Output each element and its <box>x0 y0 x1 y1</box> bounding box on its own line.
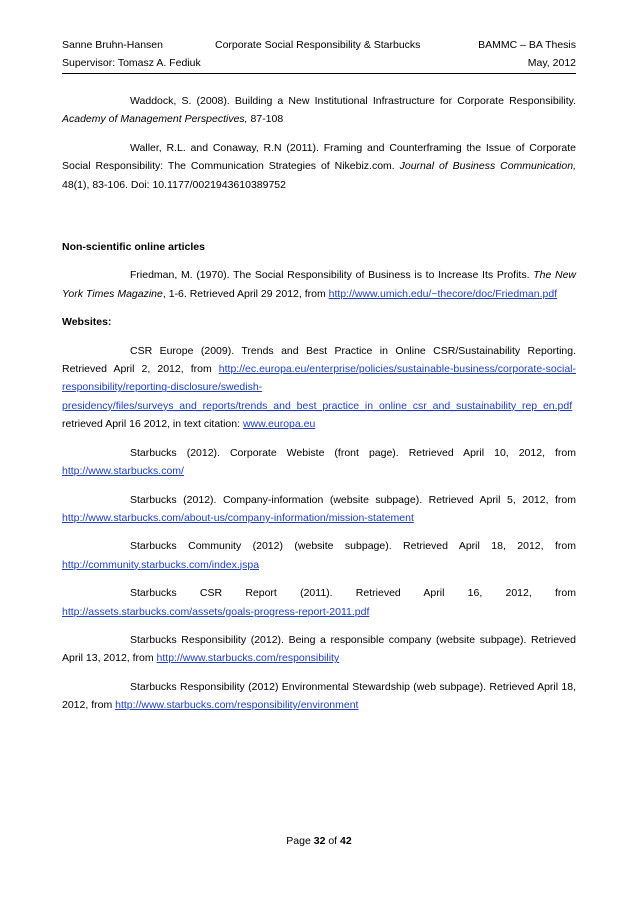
reference-link[interactable]: http://community.starbucks.com/index.jspa <box>62 558 260 571</box>
reference-entry: Starbucks Responsibility (2012) Environmental Stewardship (web subpage). Retrieved April 18, 2012, from http://www.starbucks.com/responsibility/environment <box>62 680 576 712</box>
header-program: BAMMC – BA Thesis <box>478 39 576 51</box>
reference-link[interactable]: www.europa.eu <box>242 418 316 431</box>
reference-link[interactable]: http://assets.starbucks.com/assets/goals-progress-report-2011.pdf <box>62 605 370 618</box>
reference-entry: Friedman, M. (1970). The Social Responsibility of Business is to Increase Its Profits. The New York Times Magazine, 1-6. Retrieved April 29 2012, from http://www.umich.edu/~thecore/doc/Friedman.pdf <box>62 269 577 300</box>
reference-entry: CSR Europe (2009). Trends and Best Practice in Online CSR/Sustainability Reporting. Retrieved April 2, 2012, from http://ec.europa.eu/enterprise/policies/sustainable-business/corporate-social-responsibility/reporting-disclosure/swedish-presidency/files/surveys_and_reports/trends_and_best_practice_in_online_csr_and_sustainability_rep_en.pdf retrieved April 16 2012, in text citation: www.europa.eu <box>62 344 590 431</box>
reference-link[interactable]: http://www.umich.edu/~thecore/doc/Friedman.pdf <box>328 287 558 300</box>
reference-entry: Starbucks (2012). Corporate Webiste (front page). Retrieved April 10, 2012, from http://www.starbucks.com/ <box>62 446 576 478</box>
reference-entry: Starbucks CSR Report (2011). Retrieved April 16, 2012, from http://assets.starbucks.com/assets/goals-progress-report-2011.pdf <box>62 587 576 618</box>
reference-entry: Starbucks Responsibility (2012). Being a responsible company (website subpage). Retrieved April 13, 2012, from http://www.starbucks.com/responsibility <box>62 633 576 665</box>
reference-entry: Waller, R.L. and Conaway, R.N (2011). Framing and Counterframing the Issue of Corporate Social Responsibility: The Communication Strategies of Nikebiz.com. Journal of Business Communication, 48(1), 83-106. Doi: 10.1177/0021943610389752 <box>62 141 576 191</box>
reference-link[interactable]: http://www.starbucks.com/responsibility <box>156 652 340 665</box>
page-number: 32 <box>313 835 326 847</box>
reference-link[interactable]: http://www.starbucks.com/ <box>62 465 184 478</box>
reference-entry: Waddock, S. (2008). Building a New Institutional Infrastructure for Corporate Responsibility. Academy of Management Perspectives, 87-108 <box>62 95 576 126</box>
reference-link[interactable]: http://ec.europa.eu/enterprise/policies/sustainable-business/corporate-social-responsibility/reporting-disclosure/swedish-presidency/files/surveys_and_reports/trends_and_best_practice_in_online_csr_and_sustainability_rep_en.pdf <box>62 363 576 412</box>
reference-link[interactable]: http://www.starbucks.com/about-us/company-information/mission-statement <box>62 511 414 524</box>
section-heading-online-articles: Non-scientific online articles <box>62 241 205 254</box>
references-body <box>62 92 590 725</box>
header-rule <box>62 73 576 74</box>
header-title: Corporate Social Responsibility & Starbucks <box>215 39 421 51</box>
reference-entry: Starbucks Community (2012) (website subpage). Retrieved April 18, 2012, from http://community.starbucks.com/index.jspa <box>62 540 576 571</box>
page-total: 42 <box>340 835 352 847</box>
reference-entry: Starbucks (2012). Company-information (website subpage). Retrieved April 5, 2012, from http://www.starbucks.com/about-us/company-information/mission-statement <box>62 493 576 524</box>
section-heading-websites: Websites: <box>62 316 112 329</box>
page-header <box>62 36 576 72</box>
reference-link[interactable]: http://www.starbucks.com/responsibility/environment <box>115 699 359 712</box>
header-supervisor: Supervisor: Tomasz A. Fediuk <box>62 57 201 69</box>
page-footer: Page 32 of 42 <box>286 835 352 847</box>
header-date: May, 2012 <box>527 57 576 69</box>
header-author: Sanne Bruhn-Hansen <box>62 39 163 51</box>
